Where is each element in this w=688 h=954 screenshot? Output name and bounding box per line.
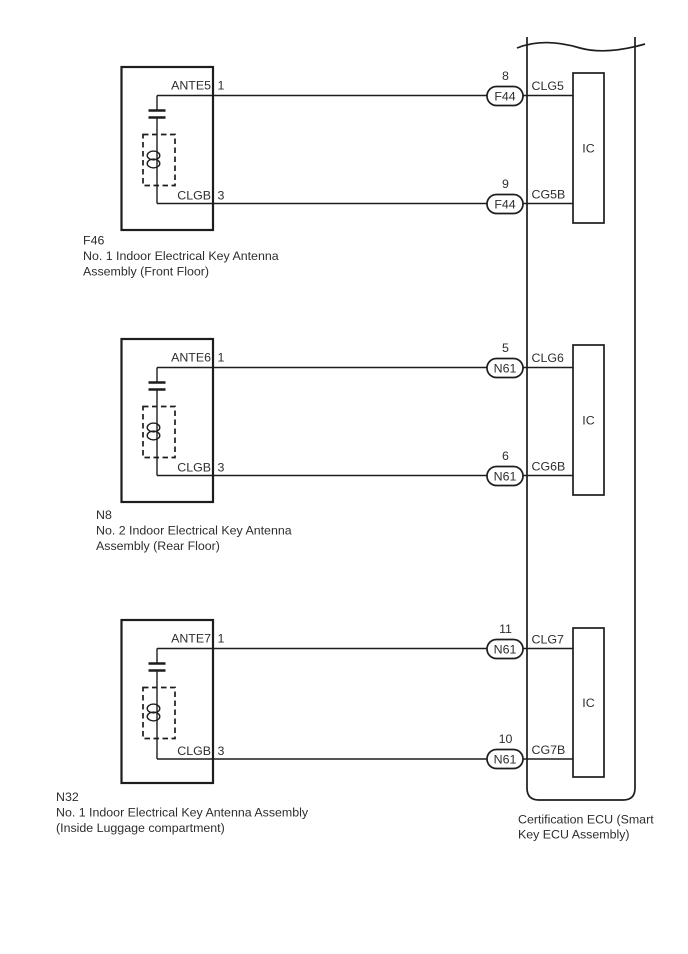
block-name-line1: No. 2 Indoor Electrical Key Antenna bbox=[96, 523, 292, 538]
terminal-label-bottom: CLGB bbox=[177, 188, 211, 203]
block-name-line2: Assembly (Rear Floor) bbox=[96, 539, 220, 553]
connector-pin-top: 5 bbox=[502, 341, 509, 355]
ic-label: IC bbox=[582, 413, 595, 428]
ecu-terminal-top: CLG6 bbox=[531, 351, 564, 365]
terminal-label-top: ANTE5 bbox=[171, 78, 211, 93]
pin-number-bottom: 3 bbox=[217, 188, 225, 203]
ecu-terminal-bottom: CG5B bbox=[531, 187, 566, 202]
block-code-label: F46 bbox=[83, 233, 105, 248]
connector-pin-bottom: 6 bbox=[502, 449, 509, 463]
ecu-label-line2: Key ECU Assembly) bbox=[518, 827, 630, 842]
block-code-label: N32 bbox=[56, 790, 79, 804]
connector-code-bottom: N61 bbox=[493, 469, 517, 484]
connector-code-top: F44 bbox=[494, 89, 516, 104]
connector-pin-bottom: 9 bbox=[502, 177, 509, 191]
connector-code-bottom: F44 bbox=[494, 197, 516, 212]
ecu-terminal-top: CLG5 bbox=[531, 79, 564, 93]
block-code-label: N8 bbox=[96, 508, 112, 522]
ecu-terminal-bottom: CG6B bbox=[531, 459, 566, 474]
ferrite-dashed-box bbox=[143, 688, 175, 739]
connector-pin-top: 8 bbox=[502, 69, 509, 83]
pin-number-bottom: 3 bbox=[217, 460, 225, 475]
terminal-label-top: ANTE7 bbox=[171, 631, 211, 646]
connector-code-top: N61 bbox=[493, 361, 517, 376]
ferrite-dashed-box bbox=[143, 135, 175, 186]
pin-number-top: 1 bbox=[217, 78, 225, 93]
connector-pin-bottom: 10 bbox=[498, 732, 513, 746]
block-name-line1: No. 1 Indoor Electrical Key Antenna Assembly bbox=[56, 805, 309, 820]
pin-number-top: 1 bbox=[217, 631, 225, 646]
ic-label: IC bbox=[582, 696, 595, 710]
terminal-label-bottom: CLGB bbox=[177, 460, 211, 475]
pin-number-top: 1 bbox=[217, 350, 225, 365]
connector-code-top: N61 bbox=[493, 642, 517, 657]
ferrite-dashed-box bbox=[143, 407, 175, 458]
terminal-label-top: ANTE6 bbox=[171, 350, 211, 365]
connector-pin-top: 11 bbox=[499, 622, 512, 636]
pin-number-bottom: 3 bbox=[217, 744, 225, 758]
antenna-block-n32 bbox=[56, 620, 604, 835]
terminal-label-bottom: CLGB bbox=[177, 744, 211, 758]
ecu-terminal-top: CLG7 bbox=[531, 632, 564, 647]
ecu-label-line1: Certification ECU (Smart bbox=[518, 812, 654, 827]
block-name-line2: (Inside Luggage compartment) bbox=[56, 821, 225, 835]
antenna-block-f46 bbox=[83, 67, 604, 279]
connector-code-bottom: N61 bbox=[493, 752, 517, 767]
ecu-terminal-bottom: CG7B bbox=[531, 743, 566, 757]
ic-label: IC bbox=[582, 141, 595, 156]
block-name-line1: No. 1 Indoor Electrical Key Antenna bbox=[83, 249, 279, 263]
block-name-line2: Assembly (Front Floor) bbox=[83, 264, 209, 279]
ecu-break-wavy-line bbox=[517, 43, 645, 51]
